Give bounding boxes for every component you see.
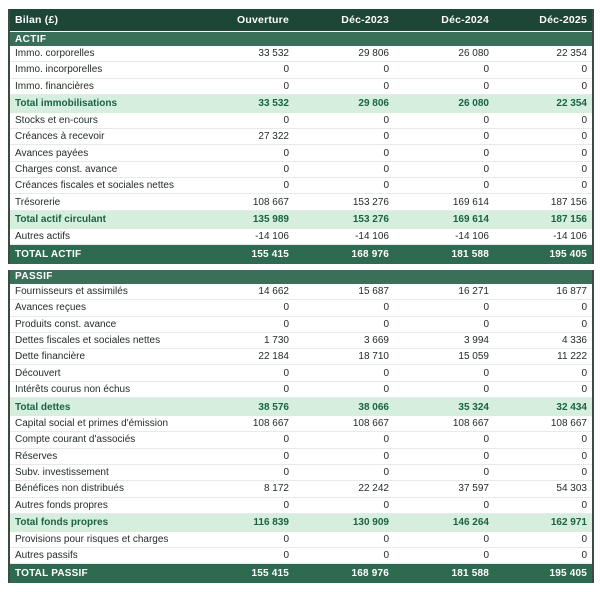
cell-value: 169 614	[452, 196, 489, 208]
section-title: ACTIF	[15, 33, 47, 45]
cell-value: 146 264	[452, 517, 489, 529]
cell-value: 0	[383, 163, 389, 175]
cell-value: 0	[581, 64, 587, 76]
row-label: Immo. financières	[15, 80, 94, 92]
cell-value: 0	[581, 163, 587, 175]
cell-value: 0	[383, 367, 389, 379]
cell-value: 153 276	[352, 196, 389, 208]
cell-value: 0	[581, 550, 587, 562]
cell-value: 0	[383, 318, 389, 330]
cell-value: 108 667	[252, 418, 289, 430]
table-row	[10, 449, 592, 465]
cell-value: 0	[283, 499, 289, 511]
cell-value: 135 989	[252, 214, 289, 226]
cell-value: 0	[483, 499, 489, 511]
cell-value: 0	[483, 180, 489, 192]
row-label: Dette financière	[15, 351, 86, 363]
table-row	[10, 365, 592, 381]
cell-value: 0	[483, 64, 489, 76]
cell-value: 0	[483, 450, 489, 462]
cell-value: 181 588	[451, 248, 489, 260]
row-label: Subv. investissement	[15, 467, 109, 479]
cell-value: 22 354	[556, 48, 587, 60]
row-label: Provisions pour risques et charges	[15, 533, 169, 545]
cell-value: 32 434	[556, 401, 587, 413]
cell-value: 0	[483, 115, 489, 127]
cell-value: 108 667	[452, 418, 489, 430]
cell-value: 0	[483, 163, 489, 175]
cell-value: 0	[581, 434, 587, 446]
cell-value: 0	[483, 550, 489, 562]
table-row	[10, 564, 592, 583]
cell-value: 0	[383, 550, 389, 562]
cell-value: -14 106	[355, 230, 389, 242]
cell-value: -14 106	[455, 230, 489, 242]
row-label: Dettes fiscales et sociales nettes	[15, 335, 161, 346]
cell-value: 38 576	[258, 401, 289, 413]
cell-value: 0	[483, 467, 489, 479]
cell-value: -14 106	[255, 230, 289, 242]
cell-value: 0	[383, 64, 389, 76]
cell-value: 38 066	[358, 401, 389, 413]
cell-value: 0	[283, 383, 289, 395]
cell-value: 22 184	[258, 351, 289, 363]
cell-value: 0	[383, 533, 389, 545]
row-label: Charges const. avance	[15, 163, 118, 175]
row-label: Intérêts courus non échus	[15, 383, 131, 395]
cell-value: 4 336	[561, 335, 587, 346]
cell-value: 26 080	[458, 98, 489, 110]
row-label: Autres fonds propres	[15, 499, 108, 511]
table-row	[10, 481, 592, 497]
column-header-dec-2023: Déc-2023	[341, 14, 389, 26]
cell-value: 8 172	[263, 483, 289, 495]
cell-value: 29 806	[358, 48, 389, 60]
cell-value: 27 322	[258, 131, 289, 143]
table-row	[10, 229, 592, 245]
cell-value: 0	[581, 367, 587, 379]
cell-value: 0	[581, 383, 587, 395]
cell-value: 0	[283, 163, 289, 175]
row-label: Total actif circulant	[15, 214, 106, 226]
passif-block	[8, 270, 594, 583]
cell-value: 14 662	[258, 286, 289, 298]
cell-value: 3 669	[363, 335, 389, 346]
row-label: Fournisseurs et assimilés	[15, 286, 128, 298]
cell-value: 0	[581, 80, 587, 92]
table-row	[10, 514, 592, 532]
row-label: Compte courant d'associés	[15, 434, 136, 446]
cell-value: 0	[581, 147, 587, 159]
cell-value: 0	[483, 318, 489, 330]
cell-value: 0	[483, 147, 489, 159]
table-row	[10, 284, 592, 300]
row-label: Réserves	[15, 450, 58, 462]
cell-value: 0	[483, 367, 489, 379]
cell-value: 0	[283, 180, 289, 192]
cell-value: 0	[483, 131, 489, 143]
table-row	[10, 178, 592, 194]
cell-value: 18 710	[358, 351, 389, 363]
actif-block	[8, 9, 594, 264]
table-row	[10, 245, 592, 264]
cell-value: 0	[483, 533, 489, 545]
cell-value: 0	[383, 302, 389, 314]
cell-value: 195 405	[549, 248, 587, 260]
cell-value: 108 667	[352, 418, 389, 430]
table-row	[10, 300, 592, 316]
cell-value: 33 532	[258, 48, 289, 60]
cell-value: 0	[383, 147, 389, 159]
row-label: Immo. incorporelles	[15, 64, 103, 76]
table-header-row	[10, 9, 592, 32]
cell-value: 26 080	[458, 48, 489, 60]
row-label: Produits const. avance	[15, 318, 117, 330]
cell-value: 116 839	[253, 517, 289, 529]
cell-value: 0	[383, 115, 389, 127]
cell-value: 16 877	[556, 286, 587, 298]
cell-value: 0	[283, 80, 289, 92]
row-label: Total dettes	[15, 401, 71, 413]
cell-value: 0	[581, 499, 587, 511]
cell-value: 130 909	[352, 517, 389, 529]
cell-value: 168 976	[351, 568, 389, 580]
cell-value: 108 667	[252, 196, 289, 208]
row-label: Créances à recevoir	[15, 131, 105, 143]
column-header-dec-2025: Déc-2025	[539, 14, 587, 26]
cell-value: 0	[283, 115, 289, 127]
row-label: Stocks et en-cours	[15, 115, 98, 127]
cell-value: 0	[383, 450, 389, 462]
cell-value: 3 994	[463, 335, 489, 346]
table-row	[10, 349, 592, 365]
row-label: Avances reçues	[15, 302, 86, 314]
cell-value: 0	[283, 64, 289, 76]
row-label: TOTAL PASSIF	[15, 568, 88, 580]
table-row	[10, 532, 592, 548]
cell-value: 0	[581, 131, 587, 143]
cell-value: 0	[283, 550, 289, 562]
cell-value: 0	[383, 383, 389, 395]
cell-value: 0	[283, 302, 289, 314]
cell-value: 168 976	[351, 248, 389, 260]
cell-value: 0	[283, 450, 289, 462]
table-row	[10, 498, 592, 514]
cell-value: 0	[383, 131, 389, 143]
table-row	[10, 162, 592, 178]
cell-value: 33 532	[258, 98, 289, 110]
table-row	[10, 465, 592, 481]
cell-value: 22 242	[358, 483, 389, 495]
cell-value: 16 271	[458, 286, 489, 298]
cell-value: 0	[283, 147, 289, 159]
cell-value: 1 730	[263, 335, 289, 346]
cell-value: 155 415	[251, 568, 289, 580]
cell-value: 0	[483, 383, 489, 395]
cell-value: 0	[383, 467, 389, 479]
table-row	[10, 317, 592, 333]
cell-value: 153 276	[352, 214, 389, 226]
cell-value: 181 588	[451, 568, 489, 580]
cell-value: 0	[283, 318, 289, 330]
table-row	[10, 62, 592, 78]
table-row	[10, 194, 592, 210]
cell-value: 155 415	[251, 248, 289, 260]
cell-value: 0	[581, 318, 587, 330]
cell-value: 0	[383, 434, 389, 446]
cell-value: 0	[383, 180, 389, 192]
row-label: Capital social et primes d'émission	[15, 418, 169, 430]
row-label: Autres passifs	[15, 550, 78, 562]
table-row	[10, 382, 592, 398]
cell-value: 169 614	[452, 214, 489, 226]
table-title: Bilan (£)	[15, 14, 59, 26]
table-row	[10, 79, 592, 95]
table-row	[10, 398, 592, 416]
cell-value: 0	[581, 115, 587, 127]
cell-value: 0	[383, 499, 389, 511]
table-row	[10, 333, 592, 349]
cell-value: 35 324	[458, 401, 489, 413]
cell-value: 0	[483, 434, 489, 446]
cell-value: 0	[483, 302, 489, 314]
cell-value: 37 597	[458, 483, 489, 495]
table-row	[10, 548, 592, 564]
row-label: Découvert	[15, 367, 61, 379]
cell-value: 0	[581, 533, 587, 545]
cell-value: 15 687	[358, 286, 389, 298]
cell-value: 108 667	[550, 418, 587, 430]
cell-value: 187 156	[550, 214, 587, 226]
row-label: Bénéfices non distribués	[15, 483, 124, 495]
cell-value: 0	[581, 467, 587, 479]
cell-value: 0	[283, 533, 289, 545]
section-header-actif	[10, 32, 592, 46]
cell-value: 195 405	[549, 568, 587, 580]
section-header-passif	[10, 270, 592, 284]
row-label: Avances payées	[15, 147, 89, 159]
table-row	[10, 211, 592, 229]
row-label: Total immobilisations	[15, 98, 118, 110]
row-label: Immo. corporelles	[15, 48, 95, 60]
cell-value: 11 222	[557, 351, 587, 363]
section-title: PASSIF	[15, 271, 53, 283]
table-row	[10, 145, 592, 161]
row-label: TOTAL ACTIF	[15, 248, 82, 260]
cell-value: 0	[283, 367, 289, 379]
cell-value: 0	[581, 450, 587, 462]
cell-value: 162 971	[550, 517, 587, 529]
cell-value: 29 806	[358, 98, 389, 110]
table-row	[10, 95, 592, 113]
table-row	[10, 129, 592, 145]
cell-value: 0	[283, 434, 289, 446]
row-label: Créances fiscales et sociales nettes	[15, 180, 174, 192]
cell-value: 54 303	[556, 483, 587, 495]
cell-value: 22 354	[556, 98, 587, 110]
balance-sheet-table	[8, 9, 594, 583]
cell-value: 187 156	[550, 196, 587, 208]
row-label: Total fonds propres	[15, 517, 109, 529]
table-row	[10, 416, 592, 432]
row-label: Autres actifs	[15, 230, 71, 242]
cell-value: 0	[483, 80, 489, 92]
column-header-ouverture: Ouverture	[237, 14, 289, 26]
table-row	[10, 432, 592, 448]
column-header-dec-2024: Déc-2024	[441, 14, 489, 26]
cell-value: 0	[283, 467, 289, 479]
table-row	[10, 46, 592, 62]
cell-value: 0	[581, 180, 587, 192]
table-row	[10, 113, 592, 129]
cell-value: 0	[383, 80, 389, 92]
cell-value: 0	[581, 302, 587, 314]
cell-value: -14 106	[553, 230, 587, 242]
row-label: Trésorerie	[15, 196, 61, 208]
cell-value: 15 059	[458, 351, 489, 363]
